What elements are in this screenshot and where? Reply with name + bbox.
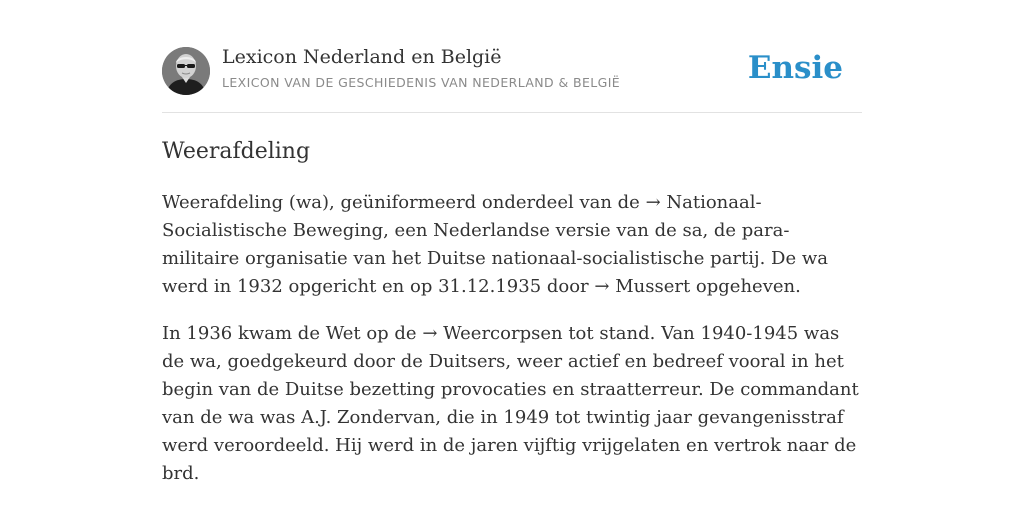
entry-title: Weerafdeling bbox=[162, 139, 311, 164]
source-subtitle: LEXICON VAN DE GESCHIEDENIS VAN NEDERLAND & BELGIË bbox=[222, 75, 621, 90]
text-segment: tot stand. Van 1940-1945 was de wa, goedgekeurd door de Duitsers, weer actief en bedreef vooral in het begin van de Duitse bezetting provocaties en straatterreur. De commandant van de wa was A.J. Zondervan, die in 1949 tot twintig jaar gevangenisstraf werd veroordeeld. Hij werd in de jaren vijftig vrijgelaten en vertrok naar de brd. bbox=[162, 323, 859, 484]
link-mussert[interactable]: → Mussert bbox=[594, 276, 691, 297]
text-segment: Weerafdeling (wa), geüniformeerd onderdeel van de bbox=[162, 192, 646, 213]
link-weercorpsen[interactable]: → Weercorpsen bbox=[422, 323, 563, 344]
paragraph bbox=[162, 320, 862, 488]
author-portrait-icon[interactable] bbox=[162, 47, 210, 95]
page bbox=[162, 0, 862, 488]
text-segment: In 1936 kwam de Wet op de bbox=[162, 323, 423, 344]
paragraph bbox=[162, 189, 862, 301]
ensie-logo[interactable]: Ensie bbox=[747, 50, 843, 86]
entry-content bbox=[162, 189, 862, 488]
header bbox=[162, 0, 862, 113]
text-segment: opgeheven. bbox=[690, 276, 801, 297]
text-segment: , een Nederlandse versie van de sa, de para-militaire organisatie van het Duitse nationaal-socialistische partij. De wa werd in 1932 opgericht en op 31.12.1935 door bbox=[162, 220, 828, 297]
source-title[interactable]: Lexicon Nederland en België bbox=[222, 46, 502, 68]
link-nationaal-socialistische-beweging[interactable]: → Nationaal-Socialistische Beweging bbox=[162, 192, 762, 241]
